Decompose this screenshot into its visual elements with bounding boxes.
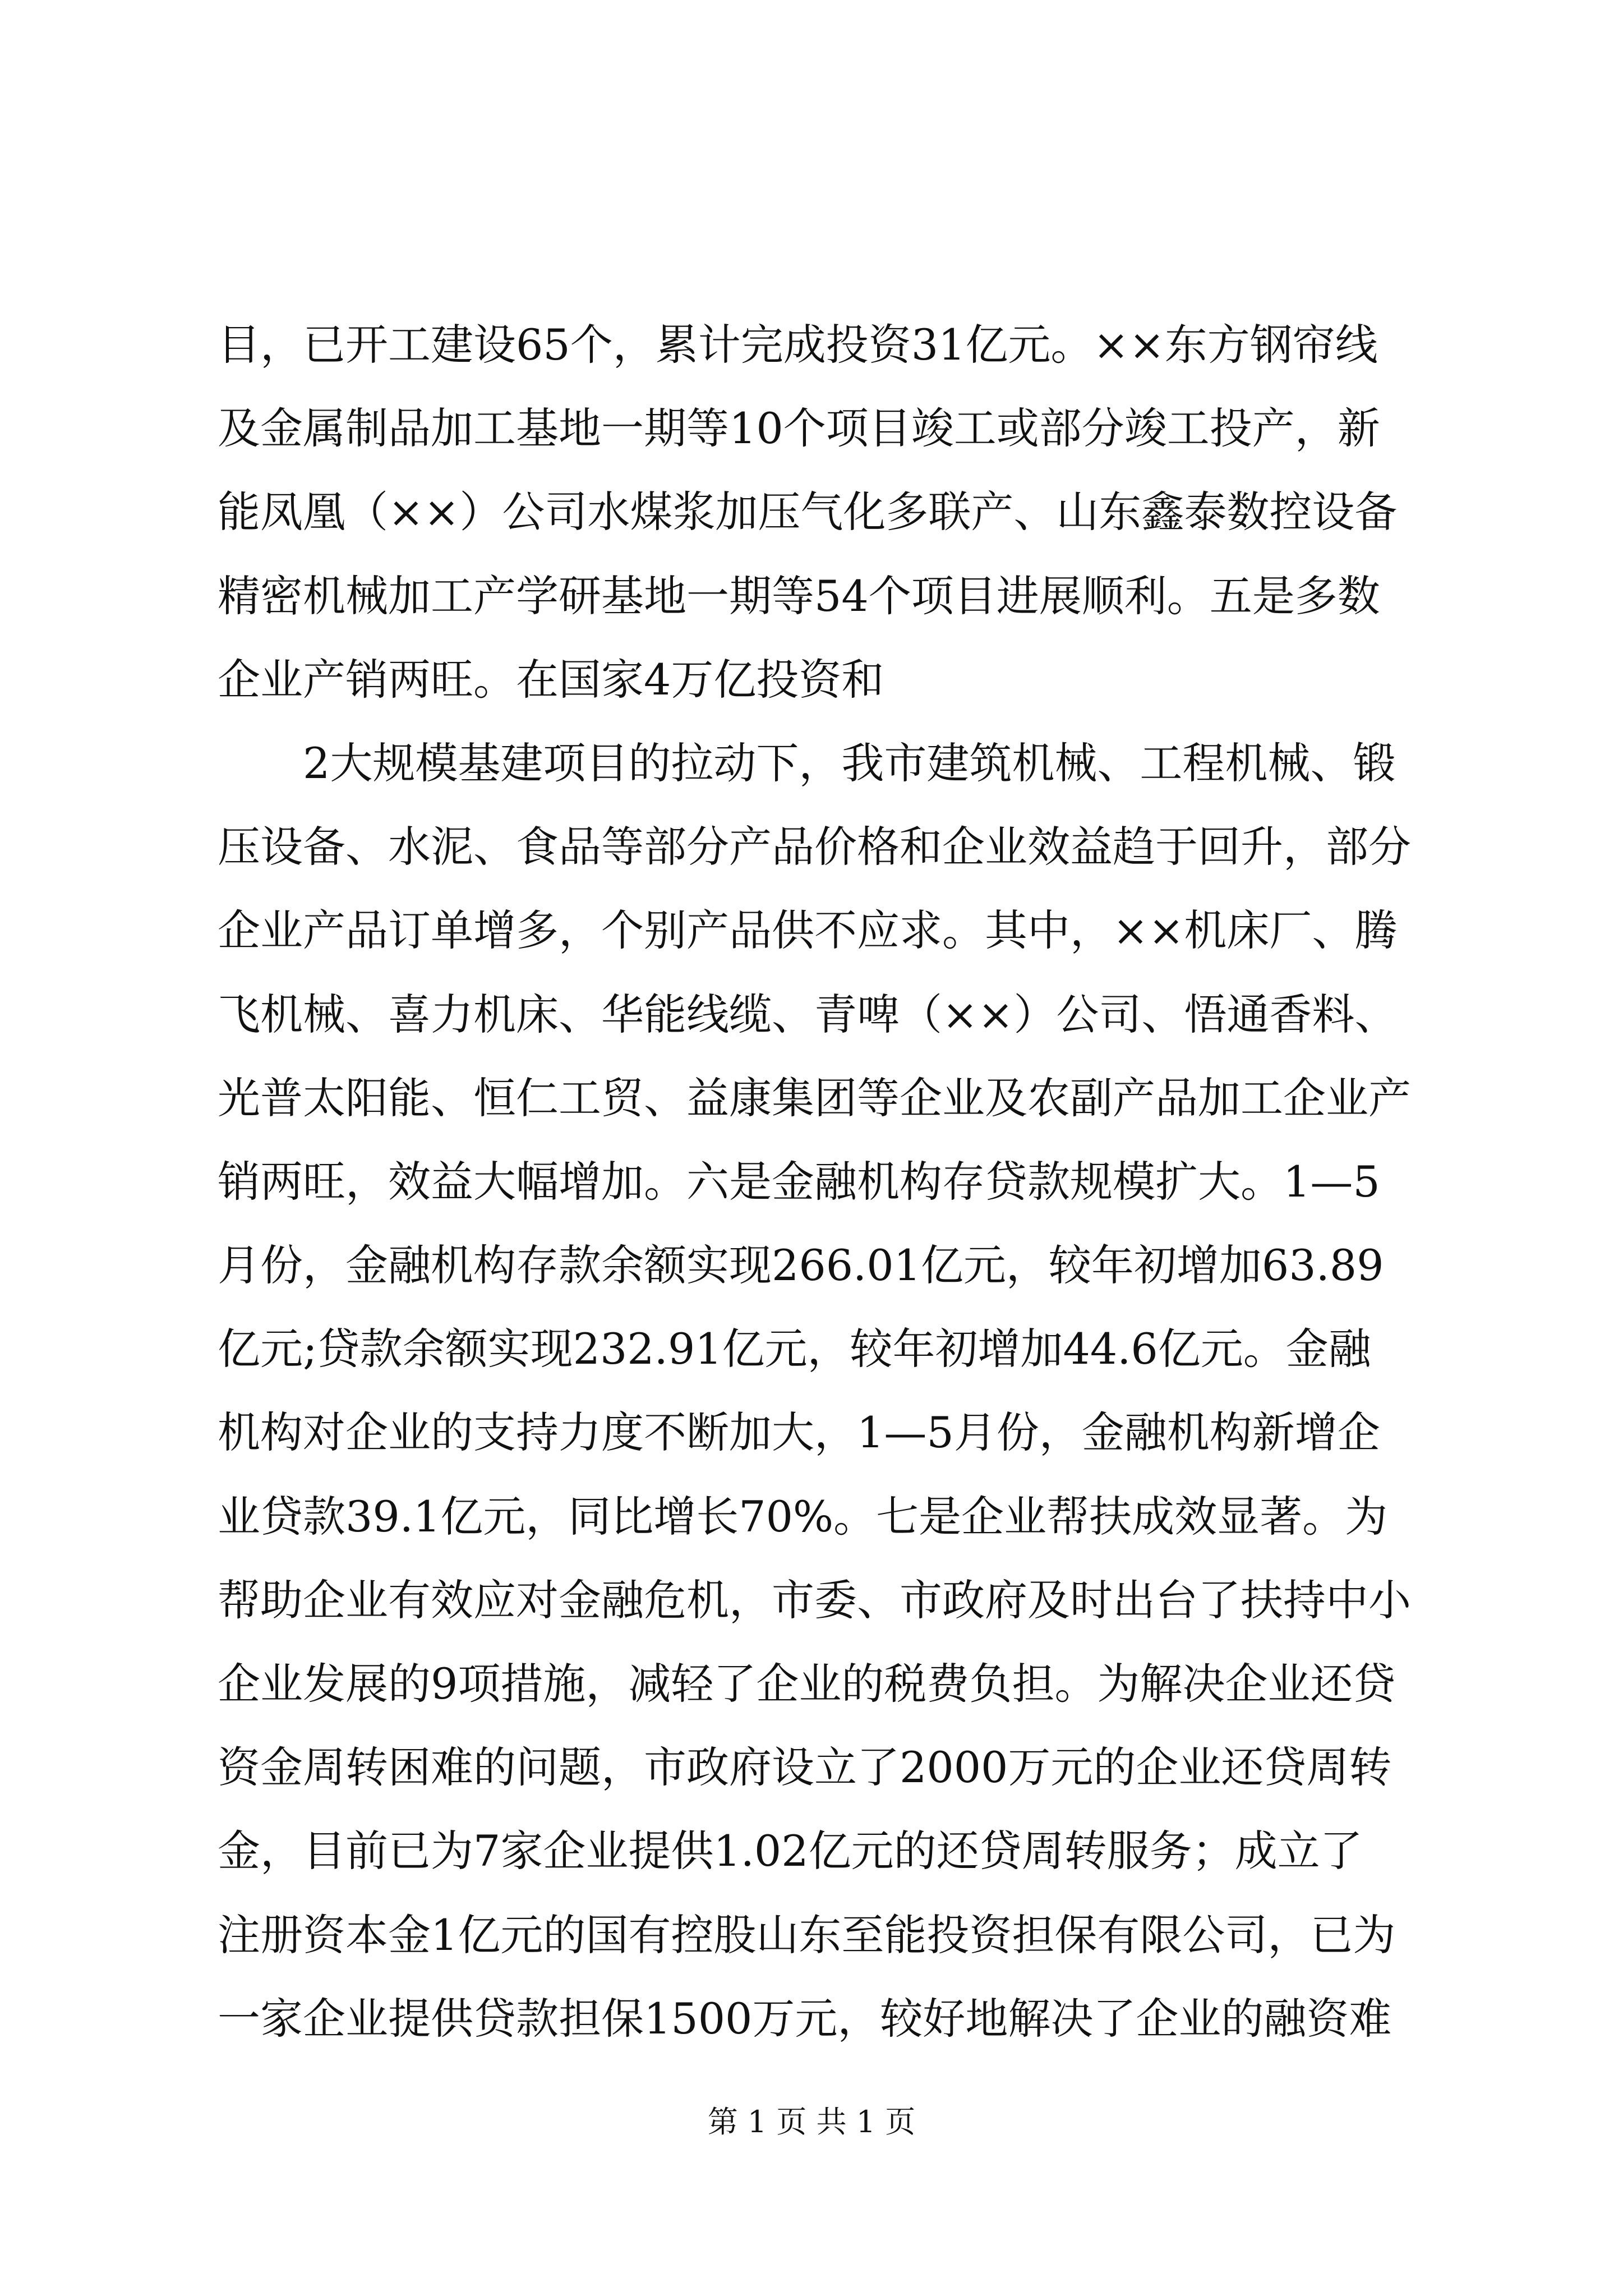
text-line: 企业产品订单增多，个别产品供不应求。其中，××机床厂、腾 [218,905,1398,956]
text-line: 企业产销两旺。在国家4万亿投资和 [218,654,884,705]
text-line: 目，已开工建设65个，累计完成投资31亿元。××东方钢帘线 [218,320,1378,370]
text-line: 资金周转困难的问题，市政府设立了2000万元的企业还贷周转 [218,1742,1392,1793]
text-line: 金，目前已为7家企业提供1.02亿元的还贷周转服务；成立了 [218,1826,1363,1876]
text-line: 及金属制品加工基地一期等10个项目竣工或部分竣工投产，新 [218,403,1380,454]
text-line: 压设备、水泥、食品等部分产品价格和企业效益趋于回升，部分 [218,822,1411,872]
text-line: 光普太阳能、恒仁工贸、益康集团等企业及农副产品加工企业产 [218,1073,1411,1123]
text-line: 亿元;贷款余额实现232.91亿元，较年初增加44.6亿元。金融 [218,1324,1371,1374]
text-line: 能凤凰（××）公司水煤浆加压气化多联产、山东鑫泰数控设备 [218,487,1398,537]
text-line: 帮助企业有效应对金融危机，市委、市政府及时出台了扶持中小 [218,1575,1411,1625]
page-footer [0,2102,1623,2142]
text-line: 精密机械加工产学研基地一期等54个项目进展顺利。五是多数 [218,570,1380,621]
text-line: 业贷款39.1亿元，同比增长70%。七是企业帮扶成效显著。为 [218,1491,1388,1542]
document-body [218,303,1451,2060]
text-line: 销两旺，效益大幅增加。六是金融机构存贷款规模扩大。1—5 [218,1156,1380,1207]
text-line: 月份，金融机构存款余额实现266.01亿元，较年初增加63.89 [218,1240,1384,1291]
page-number-label: 第 1 页 共 1 页 [707,2104,916,2139]
text-line: 一家企业提供贷款担保1500万元，较好地解决了企业的融资难 [218,1993,1392,2044]
text-line: 机构对企业的支持力度不断加大，1—5月份，金融机构新增企 [218,1407,1380,1458]
paragraph-first-line: 2大规模基建项目的拉动下，我市建筑机械、工程机械、锻 [303,738,1396,788]
text-line: 注册资本金1亿元的国有控股山东至能投资担保有限公司，已为 [218,1910,1396,1960]
text-line: 飞机械、喜力机床、华能线缆、青啤（××）公司、悟通香料、 [218,989,1398,1039]
text-line: 企业发展的9项措施，减轻了企业的税费负担。为解决企业还贷 [218,1659,1396,1709]
